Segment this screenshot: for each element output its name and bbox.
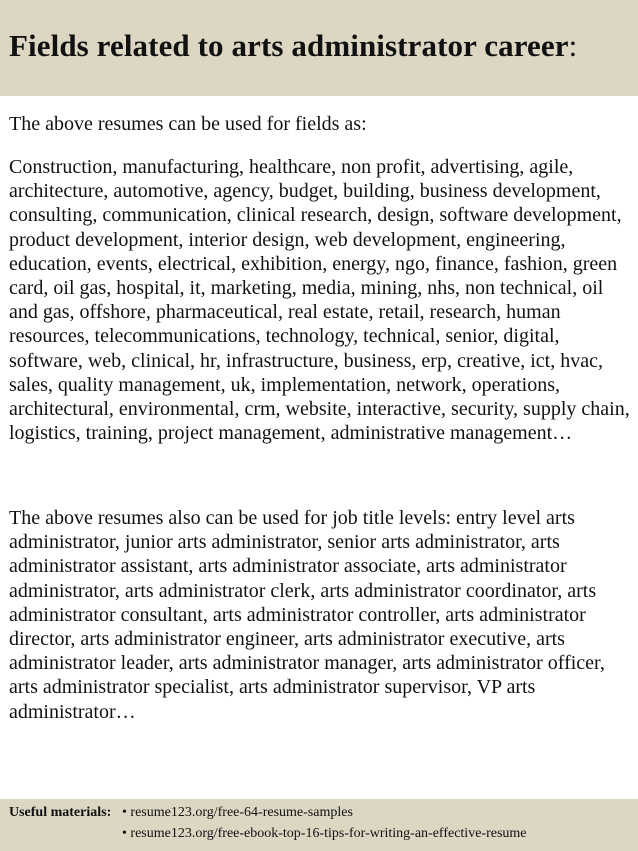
fields-paragraph: Construction, manufacturing, healthcare, non profit, advertising, agile, architecture, automotive, agency, budget, building, business development, consulting, communication, clinical research, design, software development, product development, interior design, web development, engineering, education, events, electrical, exhibition, energy, ngo, finance, fashion, green card, oil gas, hospital, it, marketing, media, mining, nhs, non technical, oil and gas, offshore, pharmaceutical, real estate, retail, research, human resources, telecommunications, technology, technical, senior, digital, software, web, clinical, hr, infrastructure, business, erp, creative, ict, hvac, sales, quality management, uk, implementation, network, operations, architectural, environmental, crm, website, interactive, security, supply chain, logistics, training, project management, administrative management… — [9, 156, 630, 445]
page-title-colon: : — [568, 28, 578, 63]
title-banner — [0, 0, 638, 96]
useful-materials-label-text: Useful materials — [9, 805, 107, 820]
useful-materials-label — [9, 802, 111, 823]
resume-samples-link[interactable]: • resume123.org/free-64-resume-samples — [122, 805, 353, 820]
page-title — [9, 28, 577, 64]
footer-banner — [0, 799, 638, 851]
page-title-text: Fields related to arts administrator career — [9, 28, 569, 63]
useful-materials-separator: : — [106, 805, 112, 820]
intro-text: The above resumes can be used for fields as: — [9, 113, 367, 135]
ebook-tips-link[interactable]: • resume123.org/free-ebook-top-16-tips-for-writing-an-effective-resume — [122, 826, 527, 841]
job-levels-paragraph: The above resumes also can be used for job title levels: entry level arts administrator, junior arts administrator, senior arts administrator, arts administrator assistant, arts administrator associate, arts administrator administrator, arts administrator clerk, arts administrator coordinator, arts administrator consultant, arts administrator controller, arts administrator director, arts administrator engineer, arts administrator executive, arts administrator leader, arts administrator manager, arts administrator officer, arts administrator specialist, arts administrator supervisor, VP arts administrator… — [9, 507, 605, 723]
